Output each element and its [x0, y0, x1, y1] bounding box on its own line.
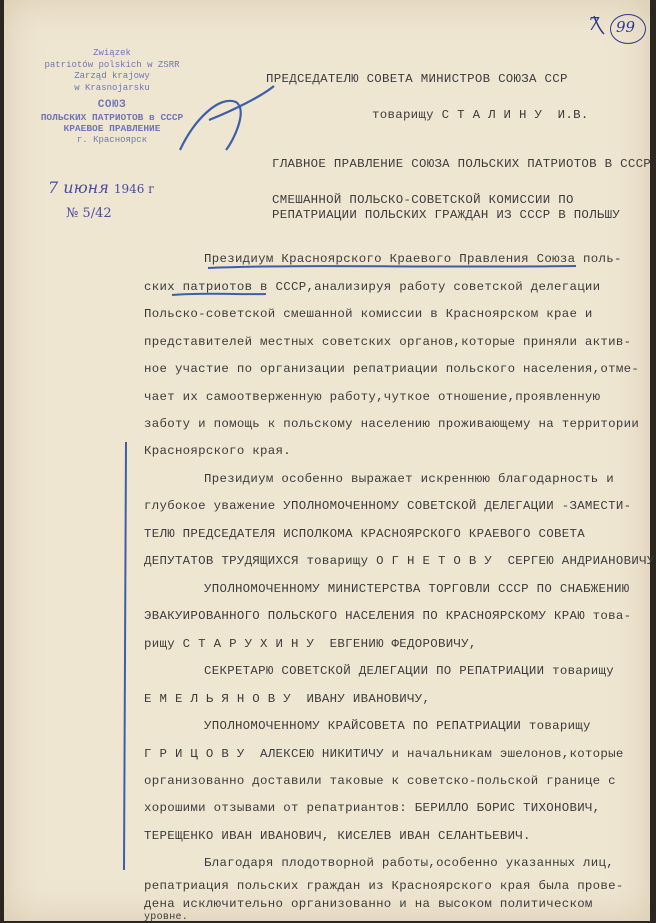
- body-line-15: рищу С Т А Р У Х И Н У ЕВГЕНИЮ ФЕДОРОВИЧУ,: [144, 637, 477, 651]
- body-line-24: репатриация польских граждан из Красноярского края была прове-: [144, 879, 624, 893]
- stamp-city: г. Красноярск: [76, 134, 148, 145]
- body-line-18: УПОЛНОМОЧЕННОМУ КРАЙСОВЕТА ПО РЕПАТРИАЦИИ товарищу: [204, 719, 591, 733]
- body-underline: [172, 266, 576, 295]
- body-line-3: Польско-советской смешанной комиссии в Красноярском крае и: [144, 307, 593, 321]
- address-line-2: товарищу С Т А Л И Н У И.В.: [372, 108, 589, 122]
- stamp-title: СОЮЗ: [97, 99, 127, 111]
- body-line-22: ТЕРЕЩЕНКО ИВАН ИВАНОВИЧ, КИСЕЛЕВ ИВАН СЕЛАНТЬЕВИЧ.: [144, 829, 531, 843]
- signature-mark: [180, 86, 274, 150]
- body-line-5: ное участие по организации репатриации польского населения,отме-: [144, 362, 640, 376]
- body-line-4: представителей местных советских органов,которые приняли актив-: [144, 335, 632, 349]
- body-line-2: ских патриотов в СССР,анализируя работу советской делегации: [144, 280, 601, 294]
- body-line-11: ТЕЛЮ ПРЕДСЕДАТЕЛЯ ИСПОЛКОМА КРАСНОЯРСКОГО КРАЕВОГО СОВЕТА: [144, 527, 585, 541]
- body-line-26: уровне.: [144, 912, 189, 923]
- body-line-20: организованно доставили таковые к советско-польской границе с: [144, 774, 616, 788]
- body-line-12: ДЕПУТАТОВ ТРУДЯЩИХСЯ товарищу О Г Н Е Т О В У СЕРГЕЮ АНДРИАНОВИЧУ: [144, 554, 655, 568]
- pen-marks: [4, 0, 650, 921]
- body-line-17: Е М Е Л Ь Я Н О В У ИВАНУ ИВАНОВИЧУ,: [144, 692, 431, 706]
- copy-line-3: РЕПАТРИАЦИИ ПОЛЬСКИХ ГРАЖДАН ИЗ СССР В ПОЛЬШУ: [272, 208, 621, 222]
- address-line-1: ПРЕДСЕДАТЕЛЮ СОВЕТА МИНИСТРОВ СОЮЗА ССР: [266, 72, 568, 86]
- copy-line-2: СМЕШАННОЙ ПОЛЬСКО-СОВЕТСКОЙ КОМИССИИ ПО: [272, 193, 574, 207]
- stamp-line-pl-3: Zarząd krajowy: [74, 71, 150, 81]
- stamp-line-pl-1: Związek: [93, 48, 131, 58]
- body-line-8: Красноярского края.: [144, 444, 291, 458]
- stamp-line-pl-4: w Krasnojarsku: [74, 82, 150, 93]
- body-line-25: дена исключительно организованно и на высоком политическом: [144, 897, 593, 911]
- body-line-13: УПОЛНОМОЧЕННОМУ МИНИСТЕРСТВА ТОРГОВЛИ СССР ПО СНАБЖЕНИЮ: [204, 582, 630, 596]
- body-line-19: Г Р И Ц О В У АЛЕКСЕЮ НИКИТИЧУ и начальникам эшелонов,которые: [144, 747, 624, 761]
- document-page: [4, 0, 655, 923]
- archive-page-number: 99: [616, 18, 636, 36]
- stamp-org: ПОЛЬСКИХ ПАТРИОТОВ в СССР: [40, 111, 184, 123]
- stamp-board: КРАЕВОЕ ПРАВЛЕНИЕ: [63, 123, 161, 134]
- date-day: 7 июня: [48, 178, 109, 197]
- archive-sheet-number: 7: [588, 14, 600, 35]
- body-line-6: чает их самоотверженную работу,чуткое отношение,проявленную: [144, 390, 601, 404]
- body-line-16: СЕКРЕТАРЮ СОВЕТСКОЙ ДЕЛЕГАЦИИ ПО РЕПАТРИАЦИИ товарищу: [204, 664, 614, 678]
- margin-line: [124, 442, 126, 870]
- outgoing-number: № 5/42: [66, 206, 112, 221]
- date-year: 1946 г: [113, 182, 155, 196]
- body-line-9: Президиум особенно выражает искреннюю благодарность и: [204, 472, 614, 486]
- body-line-1: Президиум Красноярского Краевого Правления Союза поль-: [204, 252, 622, 266]
- body-line-10: глубокое уважение УПОЛНОМОЧЕННОМУ СОВЕТСКОЙ ДЕЛЕГАЦИИ -ЗАМЕСТИ-: [144, 499, 632, 513]
- archive-tick: [594, 16, 604, 34]
- body-line-21: хорошими отзывами от репатриантов: БЕРИЛЛО БОРИС ТИХОНОВИЧ,: [144, 801, 601, 815]
- body-line-14: ЭВАКУИРОВАННОГО ПОЛЬСКОГО НАСЕЛЕНИЯ ПО КРАСНОЯРСКОМУ КРАЮ това-: [144, 609, 632, 623]
- body-line-7: заботу и помощь к польскому населению проживающему на территории: [144, 417, 640, 431]
- body-line-23: Благодаря плодотворной работы,особенно указанных лиц,: [204, 856, 614, 870]
- copy-line-1: ГЛАВНОЕ ПРАВЛЕНИЕ СОЮЗА ПОЛЬСКИХ ПАТРИОТОВ В СССР: [272, 157, 652, 171]
- stamp-line-pl-2: patriotów polskich w ZSRR: [44, 59, 180, 70]
